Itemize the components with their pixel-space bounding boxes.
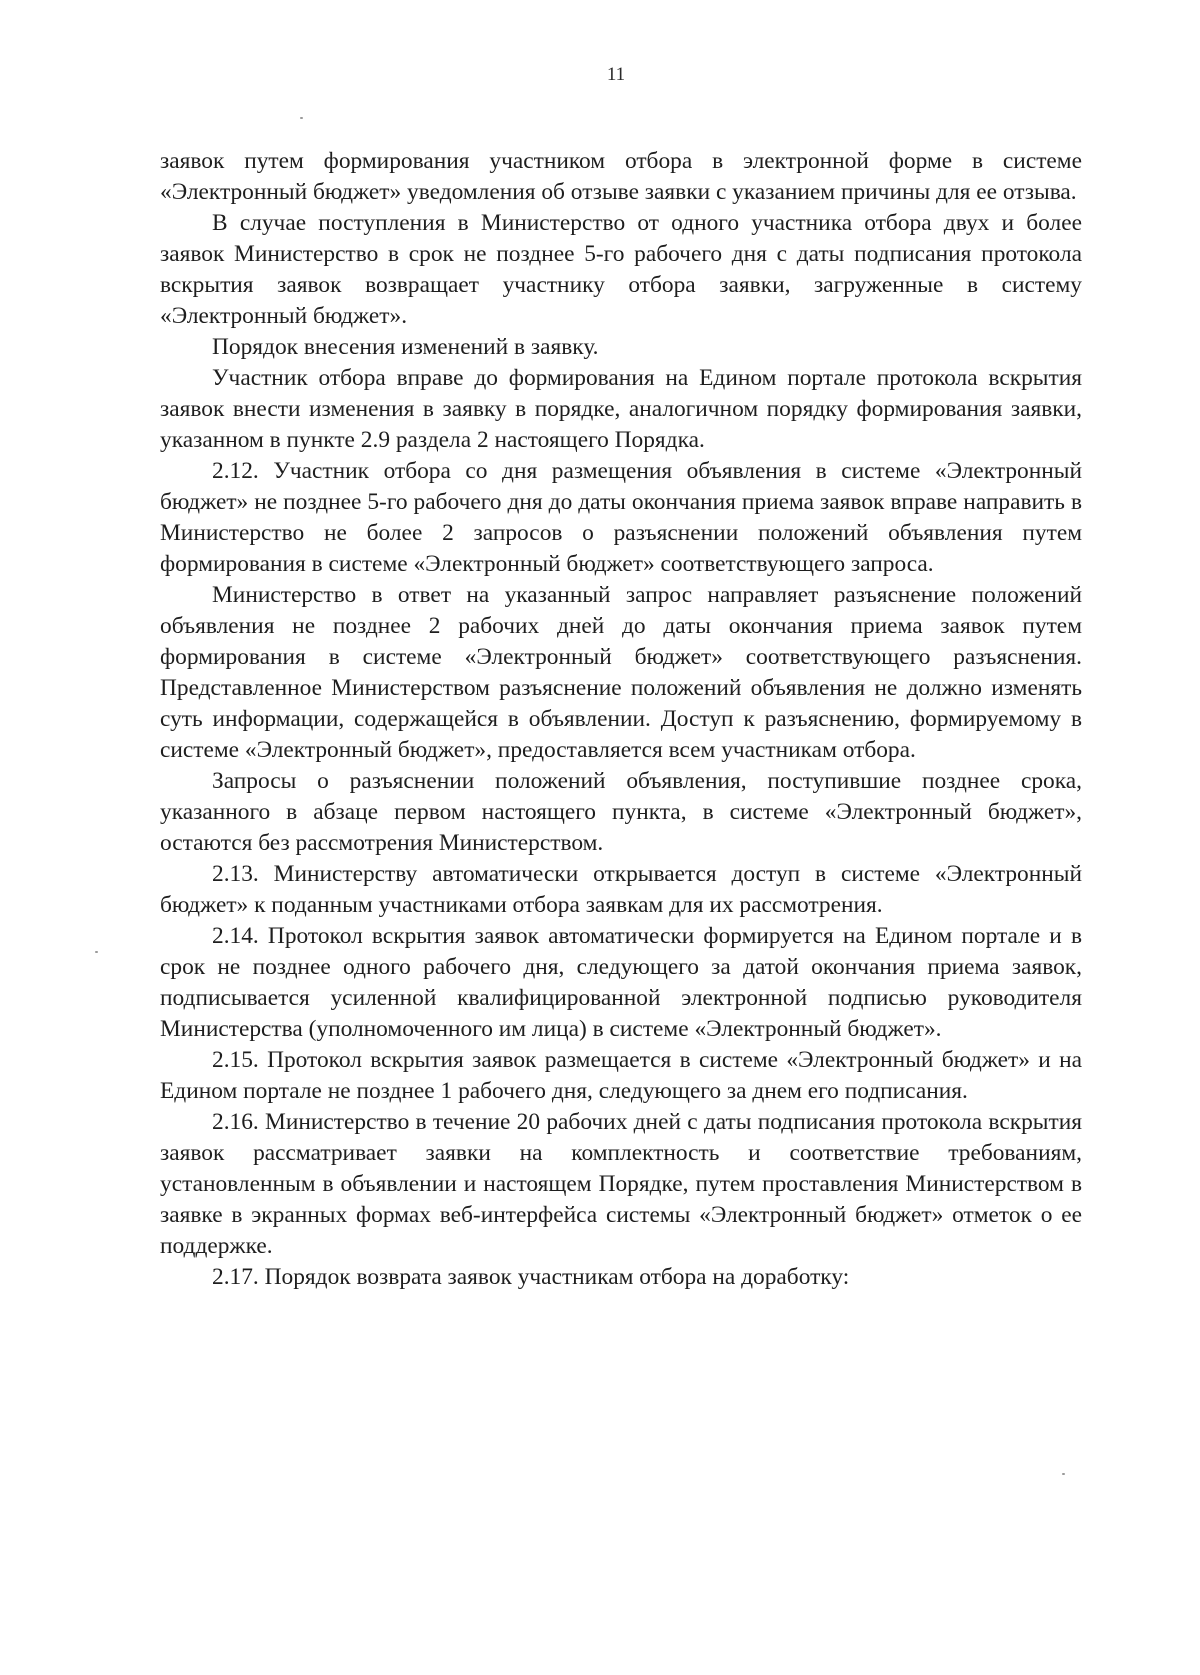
- document-body: [160, 146, 1082, 1293]
- scan-speck: [300, 117, 303, 119]
- paragraph-duplicate-applications: В случае поступления в Министерство от одного участника отбора двух и более заявок Министерство в срок не позднее 5-го рабочего дня с даты подписания протокола вскрытия заявок возвращает участнику отбора заявки, загруженные в систему «Электронный бюджет».: [160, 210, 1082, 329]
- paragraph-2-13: 2.13. Министерству автоматически открывается доступ в системе «Электронный бюджет» к поданным участниками отбора заявкам для их рассмотрения.: [160, 861, 1082, 918]
- paragraph-changes-heading: Порядок внесения изменений в заявку.: [212, 334, 599, 360]
- scan-speck: [1062, 1473, 1065, 1475]
- paragraph-2-16: 2.16. Министерство в течение 20 рабочих дней с даты подписания протокола вскрытия заявок рассматривает заявки на комплектность и соответствие требованиям, установленным в объявлении и настоящем Порядке, путем проставления Министерством в заявке в экранных формах веб-интерфейса системы «Электронный бюджет» отметок о ее поддержке.: [160, 1109, 1082, 1259]
- paragraph-late-requests: Запросы о разъяснении положений объявления, поступившие позднее срока, указанного в абзаце первом настоящего пункта, в системе «Электронный бюджет», остаются без рассмотрения Министерством.: [160, 768, 1082, 856]
- paragraph-2-12: 2.12. Участник отбора со дня размещения объявления в системе «Электронный бюджет» не позднее 5-го рабочего дня до даты окончания приема заявок вправе направить в Министерство не более 2 запросов о разъяснении положений объявления путем формирования в системе «Электронный бюджет» соответствующего запроса.: [160, 458, 1082, 577]
- paragraph-2-14: 2.14. Протокол вскрытия заявок автоматически формируется на Едином портале и в срок не позднее одного рабочего дня, следующего за датой окончания приема заявок, подписывается усиленной квалифицированной электронной подписью руководителя Министерства (уполномоченного им лица) в системе «Электронный бюджет».: [160, 923, 1082, 1042]
- page-number: 11: [606, 64, 626, 85]
- paragraph-2-17: 2.17. Порядок возврата заявок участникам отбора на доработку:: [212, 1264, 850, 1290]
- paragraph-ministry-response: Министерство в ответ на указанный запрос направляет разъяснение положений объявления не позднее 2 рабочих дней до даты окончания приема заявок путем формирования в системе «Электронный бюджет» соответствующего разъяснения. Представленное Министерством разъяснение положений объявления не должно изменять суть информации, содержащейся в объявлении. Доступ к разъяснению, формируемому в системе «Электронный бюджет», предоставляется всем участникам отбора.: [160, 582, 1082, 763]
- paragraph-2-15: 2.15. Протокол вскрытия заявок размещается в системе «Электронный бюджет» и на Едином портале не позднее 1 рабочего дня, следующего за днем его подписания.: [160, 1047, 1082, 1104]
- scan-speck: [95, 951, 98, 953]
- paragraph-continuation: заявок путем формирования участником отбора в электронной форме в системе «Электронный бюджет» уведомления об отзыве заявки с указанием причины для ее отзыва.: [160, 148, 1082, 205]
- paragraph-changes-procedure: Участник отбора вправе до формирования на Едином портале протокола вскрытия заявок внести изменения в заявку в порядке, аналогичном порядку формирования заявки, указанном в пункте 2.9 раздела 2 настоящего Порядка.: [160, 365, 1082, 453]
